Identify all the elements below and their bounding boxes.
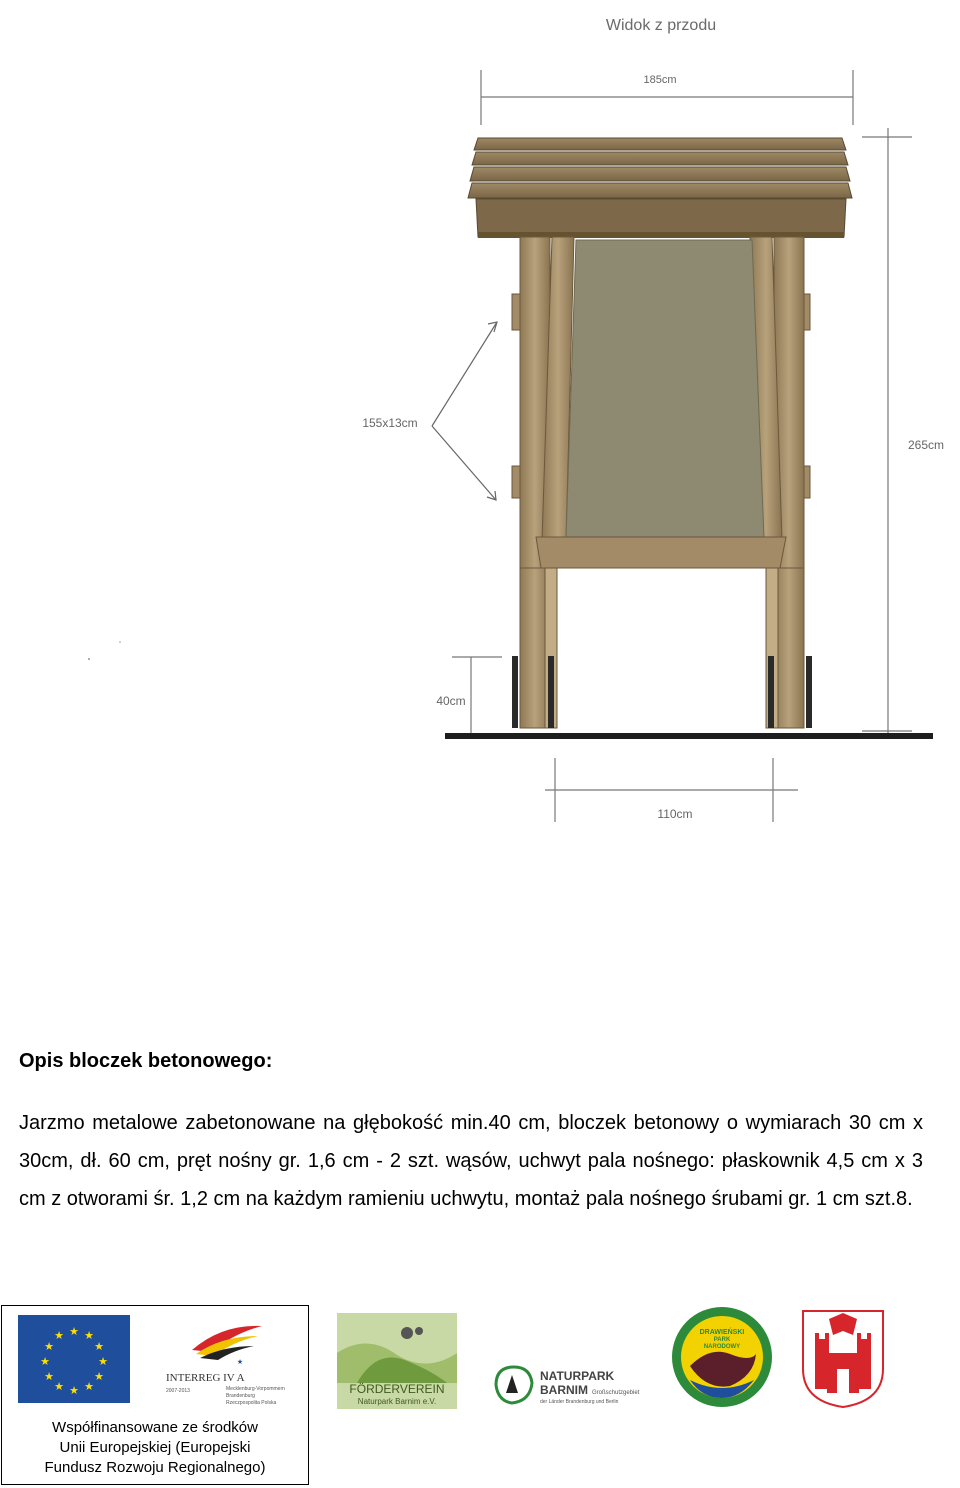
view-title: Widok z przodu xyxy=(605,17,717,34)
svg-text:★: ★ xyxy=(98,1355,108,1368)
description-text: Jarzmo metalowe zabetonowane na głębokość min.40 cm, bloczek betonowy o wymiarach 30 cm x 30cm, dł. 60 cm, pręt nośny gr. 1,6 cm - 2 szt. wąsów, uchwyt pala nośnego: płaskownik 4,5 cm x 3 cm z otworami śr. 1,2 cm na każdym ramieniu uchwytu, montaż pala nośnego śrubami gr. 1 cm szt.8. xyxy=(19,1112,923,1210)
svg-text:★: ★ xyxy=(40,1355,50,1368)
svg-text:★: ★ xyxy=(94,1370,104,1383)
legs xyxy=(520,568,804,728)
svg-text:★: ★ xyxy=(84,1329,94,1342)
svg-text:★: ★ xyxy=(44,1370,54,1383)
depth-label: 40cm xyxy=(436,694,466,708)
height-label: 265cm xyxy=(907,438,945,452)
svg-text:★: ★ xyxy=(69,1325,79,1338)
naturpark-name-2: BARNIM xyxy=(540,1383,588,1397)
height-dimension xyxy=(862,128,912,735)
base-label: 110cm xyxy=(657,807,693,821)
foerderverein-sub: Naturpark Barnim e.V. xyxy=(357,1397,437,1406)
naturpark-barnim-logo xyxy=(492,1363,652,1407)
interreg-years: 2007-2013 xyxy=(166,1388,190,1394)
interreg-region-1: Mecklenburg-Vorpommern xyxy=(226,1386,285,1392)
drawienski-name-2: PARK xyxy=(713,1337,731,1343)
width-label: 185cm xyxy=(643,74,677,86)
interreg-name: INTERREG IV A xyxy=(166,1372,245,1384)
svg-text:★: ★ xyxy=(69,1384,79,1397)
cofinance-line-1: Współfinansowane ze środków xyxy=(52,1419,258,1436)
naturpark-sub-1: Großschutzgebiet xyxy=(592,1390,640,1396)
board-label: 155x13cm xyxy=(362,416,418,430)
interreg-region-2: Brandenburg xyxy=(226,1393,255,1399)
naturpark-name-1: NATURPARK xyxy=(540,1369,615,1383)
naturpark-sub-2: der Länder Brandenburg und Berlin xyxy=(540,1399,619,1405)
foerderverein-name: FÖRDERVEREIN xyxy=(349,1382,445,1396)
cofinance-caption xyxy=(2,1418,308,1478)
board-callout-arrows xyxy=(432,322,497,500)
cofinance-line-3: Fundusz Rozwoju Regionalnego) xyxy=(44,1459,266,1476)
coat-of-arms-icon xyxy=(801,1309,885,1409)
interreg-logo xyxy=(152,1314,302,1414)
svg-text:★: ★ xyxy=(84,1380,94,1393)
ground-line xyxy=(445,733,933,739)
bottom-shelf xyxy=(536,537,786,568)
drawienski-name-1: DRAWIEŃSKI xyxy=(699,1329,745,1336)
eu-cofinance-box xyxy=(1,1305,309,1485)
drawienski-name-3: NARODOWY xyxy=(703,1344,741,1350)
svg-text:★: ★ xyxy=(94,1340,104,1353)
interreg-region-3: Rzeczpospolita Polska xyxy=(226,1400,277,1406)
foerderverein-logo xyxy=(337,1313,457,1409)
svg-text:★: ★ xyxy=(54,1329,64,1342)
scan-specks xyxy=(88,641,121,660)
roof xyxy=(468,138,852,238)
drawienski-park-logo xyxy=(670,1306,774,1408)
svg-text:★: ★ xyxy=(236,1358,244,1366)
svg-text:★: ★ xyxy=(44,1340,54,1353)
description-title: Opis bloczek betonowego: xyxy=(19,1050,273,1072)
svg-text:★: ★ xyxy=(54,1380,64,1393)
eu-flag-icon xyxy=(18,1315,130,1403)
cofinance-line-2: Unii Europejskiej (Europejski xyxy=(59,1439,251,1456)
information-board xyxy=(566,240,764,538)
